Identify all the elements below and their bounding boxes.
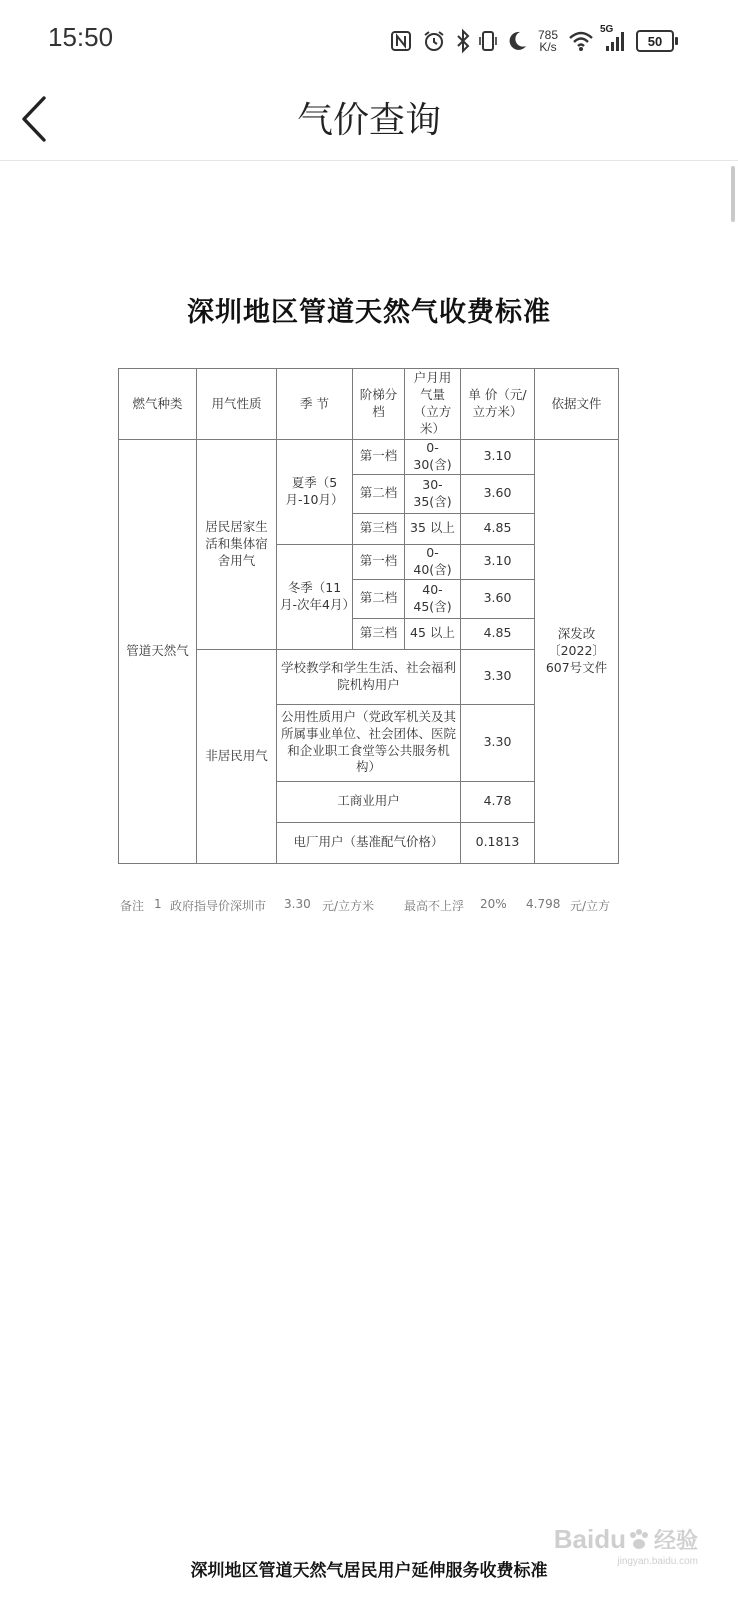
gas-price-table <box>118 368 619 864</box>
scrollbar-thumb[interactable] <box>731 166 735 222</box>
note-fragment: 元/立方 <box>570 899 611 913</box>
signal-icon <box>600 24 626 52</box>
note-fragment: 3.30 <box>284 897 311 911</box>
bluetooth-icon <box>456 29 470 53</box>
wifi-icon <box>568 30 594 52</box>
price-cell: 3.60 <box>461 579 535 618</box>
note-fragment: 政府指导价深圳市 <box>170 899 267 913</box>
volume-cell: 0-40(含) <box>405 544 461 579</box>
baidu-jingyan-watermark <box>553 1524 698 1567</box>
status-time: 15:50 <box>48 22 114 52</box>
note-fragment: 4.798 <box>526 897 561 911</box>
tier-cell: 第二档 <box>353 474 405 513</box>
network-type: 5G <box>600 24 614 35</box>
price-cell: 3.10 <box>461 544 535 579</box>
price-cell: 3.10 <box>461 440 535 475</box>
table-header: 阶梯分档 <box>353 369 405 440</box>
tier-cell: 第一档 <box>353 440 405 475</box>
note-fragment: 备注 <box>120 899 145 913</box>
category-cell: 学校教学和学生生活、社会福利院机构用户 <box>277 649 461 704</box>
tier-cell: 第三档 <box>353 618 405 649</box>
page-title: 气价查询 <box>296 100 441 141</box>
price-cell: 3.30 <box>461 649 535 704</box>
price-cell: 4.85 <box>461 618 535 649</box>
alarm-icon <box>422 29 446 53</box>
table-header: 用气性质 <box>197 369 277 440</box>
category-cell: 工商业用户 <box>277 781 461 822</box>
price-cell: 4.85 <box>461 513 535 544</box>
note-fragment: 元/立方米 <box>322 899 375 913</box>
nav-bar <box>0 78 738 161</box>
note-cutoff <box>118 888 618 913</box>
price-cell: 3.30 <box>461 704 535 781</box>
tier-cell: 第一档 <box>353 544 405 579</box>
status-icons <box>390 26 674 56</box>
battery-icon <box>636 30 674 52</box>
table-header-row <box>119 369 619 440</box>
table-header: 单 价（元/立方米） <box>461 369 535 440</box>
watermark-brand: Baidu <box>553 1524 626 1554</box>
winter-season-cell: 冬季（11月-次年4月） <box>277 544 353 649</box>
network-speed-value: 785 <box>537 28 558 42</box>
table-header: 燃气种类 <box>119 369 197 440</box>
table-header: 依据文件 <box>535 369 619 440</box>
non-residential-label-cell: 非居民用气 <box>197 649 277 863</box>
watermark-url: jingyan.baidu.com <box>617 1556 698 1567</box>
section-heading: 深圳地区管道天然气居民用户延伸服务收费标准 <box>190 1561 548 1581</box>
summer-season-cell: 夏季（5月-10月） <box>277 440 353 545</box>
category-cell: 公用性质用户（党政军机关及其所属事业单位、社会团体、医院和企业职工食堂等公共服务机构） <box>277 704 461 781</box>
tier-cell: 第二档 <box>353 579 405 618</box>
battery-level: 50 <box>647 33 663 49</box>
price-cell: 4.78 <box>461 781 535 822</box>
volume-cell: 0-30(含) <box>405 440 461 475</box>
vibrate-icon <box>480 29 496 53</box>
volume-cell: 40-45(含) <box>405 579 461 618</box>
watermark-brand-cn: 经验 <box>653 1529 698 1554</box>
residential-label-cell: 居民居家生活和集体宿舍用气 <box>197 440 277 650</box>
basis-document-cell: 深发改〔2022〕607号文件 <box>535 440 619 864</box>
moon-icon <box>506 30 528 52</box>
category-cell: 电厂用户（基准配气价格） <box>277 822 461 863</box>
network-speed <box>538 29 558 53</box>
network-speed-unit: K/s <box>539 40 557 54</box>
nfc-icon <box>390 30 412 52</box>
paw-icon <box>626 1527 652 1553</box>
document-title: 深圳地区管道天然气收费标准 <box>187 297 551 328</box>
table-row <box>119 440 619 475</box>
note-fragment: 1 <box>154 897 162 911</box>
tier-cell: 第三档 <box>353 513 405 544</box>
price-cell: 3.60 <box>461 474 535 513</box>
note-fragment: 20% <box>480 897 507 911</box>
status-bar <box>0 0 738 78</box>
price-cell: 0.1813 <box>461 822 535 863</box>
table-header: 季 节 <box>277 369 353 440</box>
note-fragment: 最高不上浮 <box>404 899 465 913</box>
table-header: 户月用气量（立方米） <box>405 369 461 440</box>
volume-cell: 45 以上 <box>405 618 461 649</box>
volume-cell: 30-35(含) <box>405 474 461 513</box>
gas-type-cell: 管道天然气 <box>119 440 197 864</box>
volume-cell: 35 以上 <box>405 513 461 544</box>
